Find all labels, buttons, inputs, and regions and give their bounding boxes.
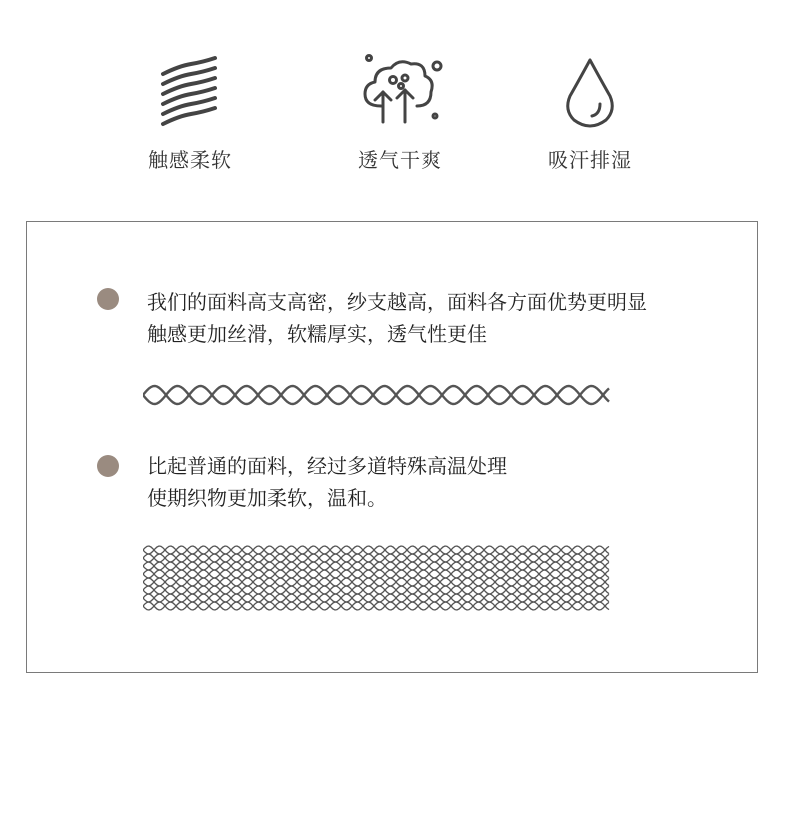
feature-soft — [120, 52, 260, 173]
feature-label: 透气干爽 — [358, 148, 442, 172]
trees-with-arrows-icon — [355, 52, 445, 128]
detail-line: 使期织物更加柔软，温和。 — [147, 486, 387, 510]
detail-line: 我们的面料高支高密，纱支越高，面料各方面优势更明显 — [147, 290, 647, 314]
detail-text-1 — [147, 286, 647, 350]
dense-weave-pattern — [143, 544, 613, 614]
feature-row — [0, 0, 790, 200]
detail-panel — [26, 221, 758, 673]
feature-label: 触感柔软 — [148, 148, 232, 172]
feature-label: 吸汗排湿 — [548, 148, 632, 172]
wavy-lines-icon — [157, 52, 223, 128]
detail-text-2 — [147, 450, 507, 514]
single-twist-yarn-pattern — [143, 382, 613, 408]
feature-breathable — [330, 52, 470, 173]
bullet-dot — [97, 455, 119, 477]
detail-line: 比起普通的面料，经过多道特殊高温处理 — [147, 454, 507, 478]
detail-line: 触感更加丝滑，软糯厚实，透气性更佳 — [147, 322, 487, 346]
bullet-dot — [97, 288, 119, 310]
water-drop-icon — [560, 52, 620, 128]
feature-sweat-wicking — [520, 52, 660, 173]
